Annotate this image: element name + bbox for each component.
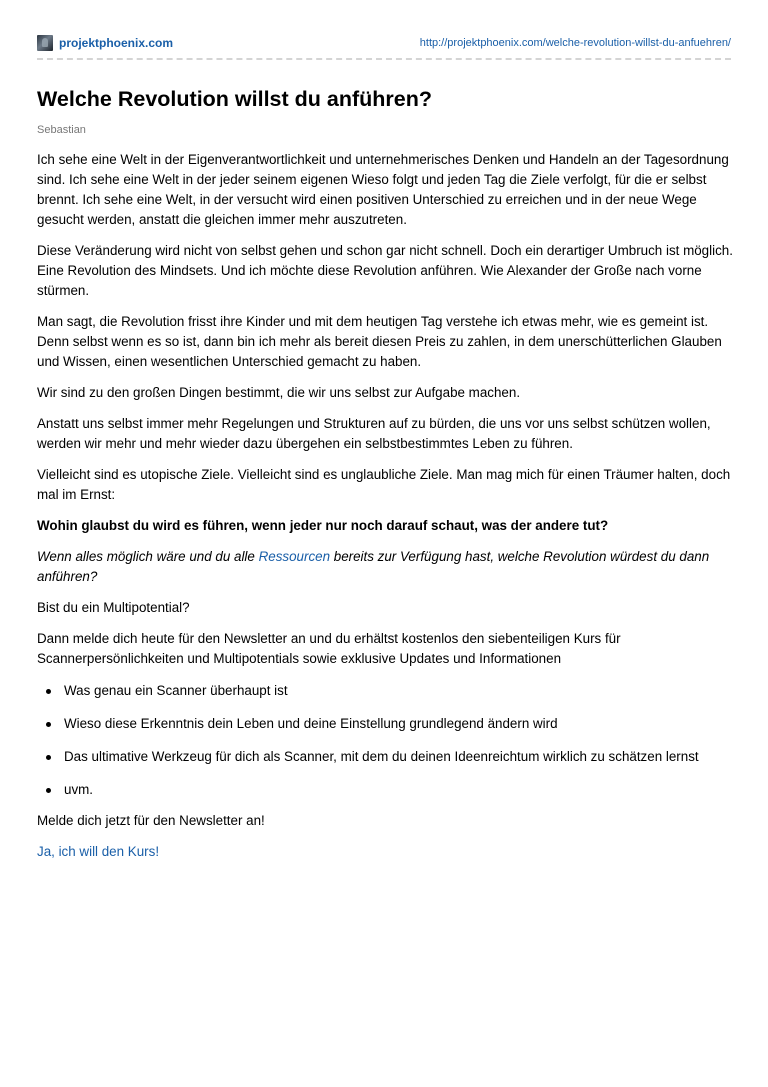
italic-question-before: Wenn alles möglich wäre und du alle (37, 549, 259, 564)
article (37, 84, 737, 862)
bullet-icon (46, 755, 51, 760)
course-signup-link[interactable]: Ja, ich will den Kurs! (37, 844, 160, 859)
page-header (37, 33, 731, 55)
italic-question (37, 547, 737, 587)
article-title: Welche Revolution willst du anführen? (37, 87, 432, 111)
article-paragraph-1: Ich sehe eine Welt in der Eigenverantwortlichkeit und unternehmerisches Denken und Handeln an der Tagesordnung sind. Ich sehe eine Welt in der jeder seinem eigenen Wieso folgt und jeden Tag die Ziele verfolgt, für die er selbst brennt. Ich sehe eine Welt, in der versucht wird einen positiven Unterschied zu erreichen und in der neue Wege gesucht werden, anstatt die gleichen immer mehr auszutreten. (37, 152, 729, 227)
header-divider (37, 58, 731, 60)
ressourcen-link[interactable]: Ressourcen (258, 549, 331, 564)
list-item (37, 747, 737, 767)
bullet-icon (46, 722, 51, 727)
site-name-link[interactable]: projektphoenix.com (59, 36, 174, 50)
article-paragraph-6: Vielleicht sind es utopische Ziele. Vielleicht sind es unglaubliche Ziele. Man mag mich für einen Träumer halten, doch mal im Ernst: (37, 467, 731, 502)
article-paragraph-5: Anstatt uns selbst immer mehr Regelungen und Strukturen auf zu bürden, die uns vor uns selbst schützen wollen, werden wir mehr und mehr wieder dazu übergehen ein selbstbestimmtes Leben zu führen. (37, 416, 711, 451)
article-author: Sebastian (37, 124, 86, 136)
list-item (37, 780, 737, 800)
article-paragraph-3: Man sagt, die Revolution frisst ihre Kinder und mit dem heutigen Tag verstehe ich etwas mehr, wie es gemeint ist. Denn selbst wenn es so ist, dann bin ich mehr als bereit diesen Preis zu zahlen, in dem unerschütterlichen Glauben und Wissen, einen wesentlichen Unterschied gemacht zu haben. (37, 314, 722, 369)
list-item-text: Was genau ein Scanner überhaupt ist (64, 683, 288, 698)
list-item (37, 714, 737, 734)
multipotential-question: Bist du ein Multipotential? (37, 600, 190, 615)
newsletter-intro: Dann melde dich heute für den Newsletter an und du erhältst kostenlos den siebenteiligen Kurs für Scannerpersönlichkeiten und Multipotentials sowie exklusive Updates und Informationen (37, 631, 621, 666)
list-item-text: Wieso diese Erkenntnis dein Leben und deine Einstellung grundlegend ändern wird (64, 716, 558, 731)
page-url-link[interactable]: http://projektphoenix.com/welche-revolution-willst-du-anfuehren/ (419, 37, 731, 49)
list-item-text: Das ultimative Werkzeug für dich als Scanner, mit dem du deinen Ideenreichtum wirklich zu schätzen lernst (64, 749, 699, 764)
signup-text: Melde dich jetzt für den Newsletter an! (37, 813, 265, 828)
bullet-icon (46, 689, 51, 694)
italic-question-after: bereits zur Verfügung hast, welche Revolution würdest du dann anführen? (37, 549, 710, 584)
bullet-icon (46, 788, 51, 793)
benefits-list (37, 681, 737, 800)
site-favicon-icon (37, 35, 53, 51)
article-paragraph-4: Wir sind zu den großen Dingen bestimmt, die wir uns selbst zur Aufgabe machen. (37, 385, 521, 400)
list-item (37, 681, 737, 701)
list-item-text: uvm. (64, 782, 94, 797)
bold-question: Wohin glaubst du wird es führen, wenn jeder nur noch darauf schaut, was der andere tut? (37, 518, 609, 533)
article-paragraph-2: Diese Veränderung wird nicht von selbst gehen und schon gar nicht schnell. Doch ein derartiger Umbruch ist möglich. Eine Revolution des Mindsets. Und ich möchte diese Revolution anführen. Wie Alexander der Große nach vorne stürmen. (37, 243, 733, 298)
